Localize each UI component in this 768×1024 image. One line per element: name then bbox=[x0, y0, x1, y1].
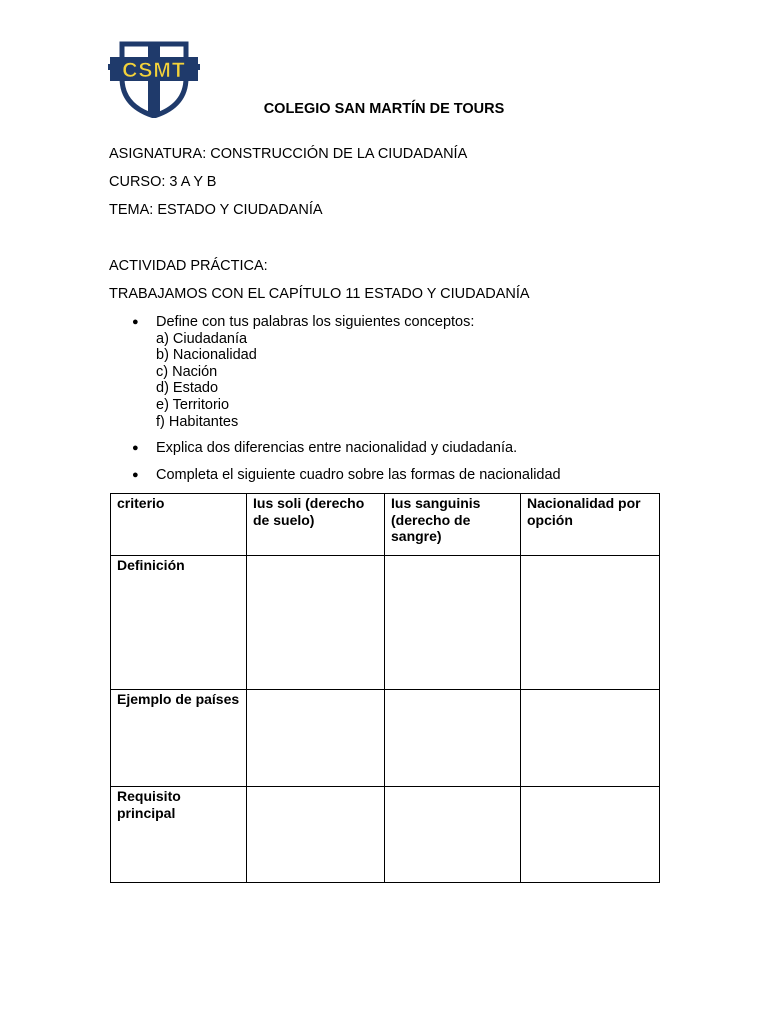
school-title: COLEGIO SAN MARTÍN DE TOURS bbox=[263, 101, 505, 117]
nationality-table bbox=[110, 493, 660, 883]
concept-item: a) Ciudadanía bbox=[156, 330, 248, 347]
table-row bbox=[111, 556, 660, 690]
table-cell[interactable] bbox=[385, 690, 521, 787]
table-row bbox=[111, 690, 660, 787]
concept-item: b) Nacionalidad bbox=[156, 347, 257, 364]
task-text-complete: Completa el siguiente cuadro sobre las formas de nacionalidad bbox=[156, 466, 561, 483]
task-text-explain: Explica dos diferencias entre nacionalidad y ciudadanía. bbox=[156, 440, 518, 457]
table-header-row bbox=[111, 494, 660, 556]
bullet-icon: ● bbox=[132, 442, 139, 455]
bullet-icon: ● bbox=[132, 316, 139, 328]
table-cell[interactable] bbox=[247, 556, 385, 690]
table-cell[interactable] bbox=[521, 556, 660, 690]
task-text-define: Define con tus palabras los siguientes conceptos: bbox=[156, 314, 475, 330]
activity-title: ACTIVIDAD PRÁCTICA: bbox=[109, 258, 268, 274]
curso-line: CURSO: 3 A Y B bbox=[109, 174, 217, 190]
table-header-cell: criterio bbox=[111, 494, 247, 556]
table-header-cell: Ius soli (derecho de suelo) bbox=[247, 494, 385, 556]
row-label-requisito: Requisito principal bbox=[111, 787, 247, 883]
task-list bbox=[132, 314, 561, 483]
tema-line: TEMA: ESTADO Y CIUDADANÍA bbox=[109, 202, 323, 218]
table-header-cell: Nacionalidad por opción bbox=[521, 494, 660, 556]
table-cell[interactable] bbox=[247, 690, 385, 787]
row-label-ejemplo: Ejemplo de países bbox=[111, 690, 247, 787]
concept-item: c) Nación bbox=[156, 363, 218, 380]
task-item-complete bbox=[132, 467, 561, 484]
concept-item: d) Estado bbox=[156, 380, 219, 397]
concept-item: e) Territorio bbox=[156, 396, 230, 413]
table-cell[interactable] bbox=[521, 690, 660, 787]
asignatura-line: ASIGNATURA: CONSTRUCCIÓN DE LA CIUDADANÍA bbox=[109, 146, 468, 162]
task-item-define bbox=[132, 314, 561, 430]
table-header-cell: Ius sanguinis (derecho de sangre) bbox=[385, 494, 521, 556]
bullet-icon: ● bbox=[132, 468, 139, 481]
table-row bbox=[111, 787, 660, 883]
chapter-line: TRABAJAMOS CON EL CAPÍTULO 11 ESTADO Y CIUDADANÍA bbox=[109, 286, 530, 302]
logo-text: CSMT bbox=[122, 59, 186, 82]
task-item-explain bbox=[132, 440, 561, 457]
concept-item: f) Habitantes bbox=[156, 413, 239, 430]
table-cell[interactable] bbox=[521, 787, 660, 883]
table-cell[interactable] bbox=[385, 556, 521, 690]
table-cell[interactable] bbox=[247, 787, 385, 883]
table-cell[interactable] bbox=[385, 787, 521, 883]
row-label-definicion: Definición bbox=[111, 556, 247, 690]
